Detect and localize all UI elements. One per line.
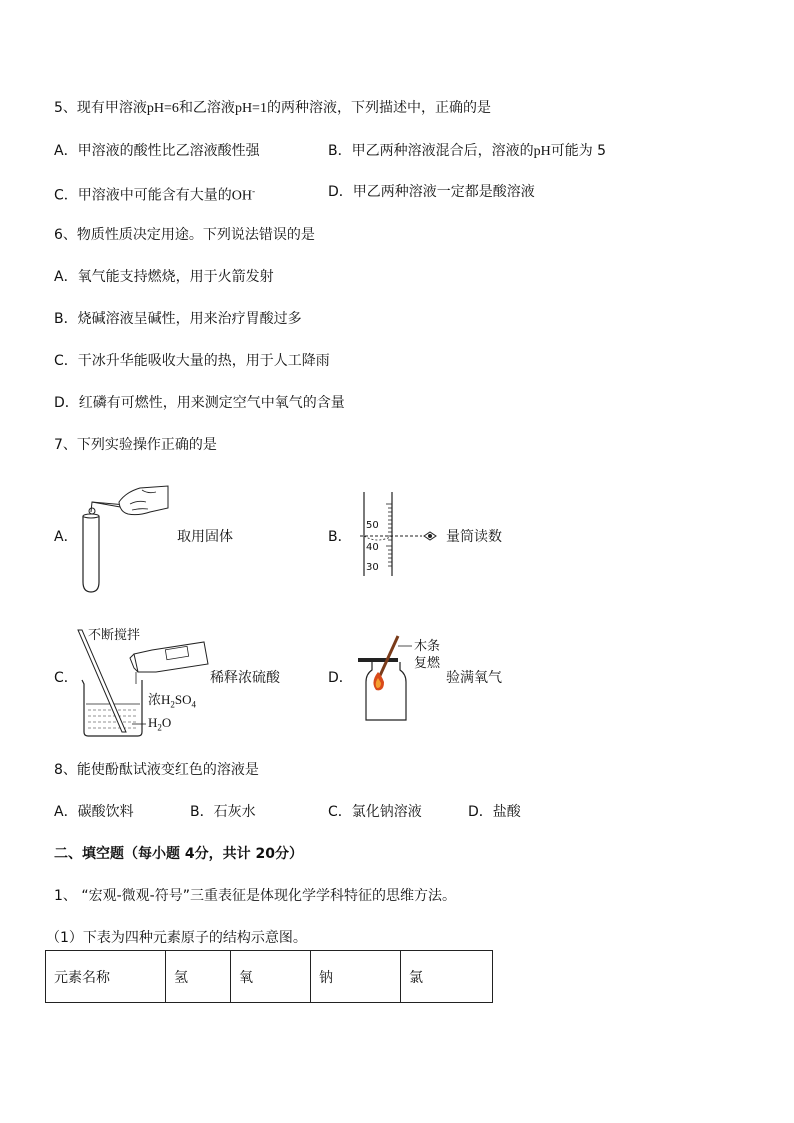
- q5-option-b-post: 可能为 5: [550, 143, 607, 159]
- element-table: [45, 950, 493, 1003]
- q8-option-c: C．氯化钠溶液: [328, 804, 422, 820]
- q5-option-d: D．甲乙两种溶液一定都是酸溶液: [328, 184, 535, 200]
- q5-stem-mid: 和乙溶液: [178, 100, 235, 116]
- test-tube-figure: [74, 478, 174, 598]
- table-cell-sodium: 钠: [311, 951, 401, 1003]
- q5-option-b-ph: pH: [533, 144, 551, 159]
- acid-text-pre: 浓H: [148, 692, 171, 707]
- acid-text-mid: SO: [174, 692, 192, 707]
- q7-b-caption: 量筒读数: [446, 529, 502, 545]
- q5-stem-post: 的两种溶液，下列描述中，正确的是: [266, 100, 491, 116]
- table-row: [46, 951, 493, 1003]
- table-cell-oxygen: 氧: [231, 951, 311, 1003]
- q7-c-water-label: [148, 714, 171, 737]
- q6-stem: 6、物质性质决定用途。下列说法错误的是: [54, 227, 315, 243]
- q7-c-caption: 稀释浓硫酸: [210, 670, 280, 686]
- q5-option-a: A．甲溶液的酸性比乙溶液酸性强: [54, 143, 260, 159]
- tick-label-40: 40: [366, 542, 379, 553]
- q6-option-a: A．氧气能支持燃烧，用于火箭发射: [54, 269, 274, 285]
- q7-c-acid-label: [148, 691, 196, 714]
- q5-option-b-pre: B．甲乙两种溶液混合后，溶液的: [328, 143, 534, 159]
- q5-stem-pre: 5、现有甲溶液: [54, 100, 147, 116]
- q5-option-c: [54, 183, 255, 206]
- q5-option-c-pre: C．甲溶液中可能含有大量的: [54, 187, 232, 204]
- q8-option-a: A．碳酸饮料: [54, 804, 134, 820]
- tick-label-50: 50: [366, 520, 379, 531]
- table-cell-chlorine: 氯: [401, 951, 493, 1003]
- q7-d-letter: D．: [328, 670, 353, 686]
- water-text-pre: H: [148, 715, 158, 730]
- q5-option-c-oh: OH: [231, 188, 253, 204]
- q5-option-b: [328, 142, 606, 161]
- water-sub-2: 2: [157, 722, 162, 733]
- acid-sub-2: 2: [170, 699, 175, 710]
- acid-sub-4: 4: [191, 699, 197, 710]
- q7-d-relight-label: 复燃: [414, 656, 441, 671]
- q5-ph2: pH=1: [234, 101, 267, 116]
- fill1-sub1: （1）下表为四种元素原子的结构示意图。: [46, 930, 307, 946]
- q7-d-stick-label: 木条: [414, 639, 441, 654]
- q7-a-caption: 取用固体: [177, 529, 233, 545]
- q7-d-caption: 验满氧气: [446, 670, 502, 686]
- q7-c-stir-label: 不断搅拌: [88, 628, 141, 643]
- q7-a-letter: A．: [54, 529, 78, 545]
- q5-option-c-sup: -: [252, 187, 256, 197]
- q6-option-b: B．烧碱溶液呈碱性，用来治疗胃酸过多: [54, 311, 302, 327]
- fill1-stem: 1、 “宏观-微观-符号”三重表征是体现化学学科特征的思维方法。: [54, 888, 456, 904]
- q7-b-letter: B．: [328, 529, 352, 545]
- table-cell-hydrogen: 氢: [166, 951, 231, 1003]
- q7-stem: 7、下列实验操作正确的是: [54, 437, 217, 453]
- water-text-post: O: [161, 715, 172, 730]
- graduated-cylinder-figure: [360, 490, 442, 578]
- q6-option-c: C．干冰升华能吸收大量的热，用于人工降雨: [54, 353, 330, 369]
- q6-option-d: D．红磷有可燃性，用来测定空气中氧气的含量: [54, 395, 345, 411]
- section-title: 二、填空题（每小题 4分，共计 20分）: [54, 846, 303, 862]
- q8-option-b: B．石灰水: [190, 804, 256, 820]
- q8-stem: 8、能使酚酞试液变红色的溶液是: [54, 762, 259, 778]
- tick-label-30: 30: [366, 562, 379, 573]
- q5-ph1: pH=6: [146, 101, 179, 116]
- table-cell-header: 元素名称: [46, 951, 166, 1003]
- q7-c-letter: C．: [54, 670, 78, 686]
- q5-stem: [54, 99, 491, 118]
- q8-option-d: D．盐酸: [468, 804, 521, 820]
